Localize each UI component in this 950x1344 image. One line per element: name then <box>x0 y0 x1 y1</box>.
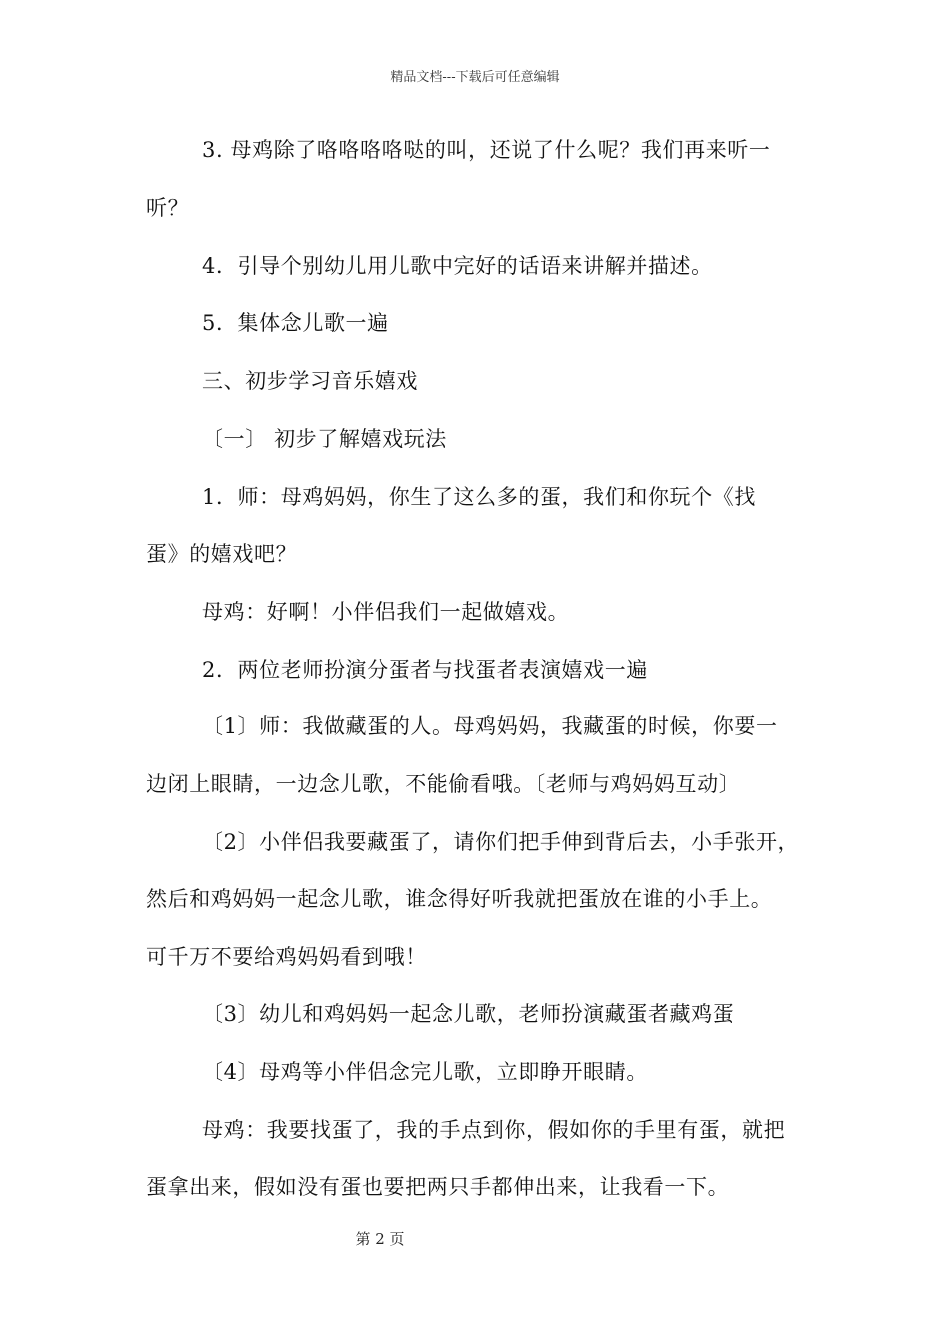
paragraph-line: 〔3〕幼儿和鸡妈妈一起念儿歌，老师扮演藏蛋者藏鸡蛋 <box>202 1002 735 1026</box>
paragraph-line: 听？ <box>146 196 190 220</box>
paragraph-line: 2．两位老师扮演分蛋者与找蛋者表演嬉戏一遍 <box>202 658 648 682</box>
paragraph-line: 母鸡：我要找蛋了，我的手点到你，假如你的手里有蛋，就把 <box>202 1118 786 1142</box>
page-header: 精品文档---下载后可任意编辑 <box>390 70 560 85</box>
paragraph-line: 蛋拿出来，假如没有蛋也要把两只手都伸出来，让我看一下。 <box>146 1175 730 1199</box>
paragraph-line: 母鸡：好啊！小伴侣我们一起做嬉戏。 <box>202 600 570 624</box>
paragraph-line: 4．引导个别幼儿用儿歌中完好的话语来讲解并描述。 <box>202 254 713 278</box>
paragraph-line: 蛋》的嬉戏吧？ <box>146 542 298 566</box>
section-heading: 三、初步学习音乐嬉戏 <box>202 369 418 393</box>
paragraph-line: 〔4〕母鸡等小伴侣念完儿歌，立即睁开眼睛。 <box>202 1060 648 1084</box>
paragraph-line: 〔1〕师：我做藏蛋的人。母鸡妈妈，我藏蛋的时候，你要一 <box>202 714 778 738</box>
paragraph-line: 3. 母鸡除了咯咯咯咯哒的叫，还说了什么呢？我们再来听一 <box>202 138 771 162</box>
paragraph-line: 然后和鸡妈妈一起念儿歌，谁念得好听我就把蛋放在谁的小手上。 <box>146 887 773 911</box>
page-number: 第 2 页 <box>355 1230 405 1248</box>
paragraph-line: 1．师：母鸡妈妈，你生了这么多的蛋，我们和你玩个《找 <box>202 485 756 509</box>
paragraph-line: 可千万不要给鸡妈妈看到哦！ <box>146 945 427 969</box>
paragraph-line: 〔2〕小伴侣我要藏蛋了，请你们把手伸到背后去，小手张开， <box>202 830 800 854</box>
subsection-heading: 〔一〕 初步了解嬉戏玩法 <box>202 427 447 451</box>
paragraph-line: 边闭上眼睛，一边念儿歌，不能偷看哦。〔老师与鸡妈妈互动〕 <box>146 772 741 796</box>
paragraph-line: 5．集体念儿歌一遍 <box>202 311 389 335</box>
